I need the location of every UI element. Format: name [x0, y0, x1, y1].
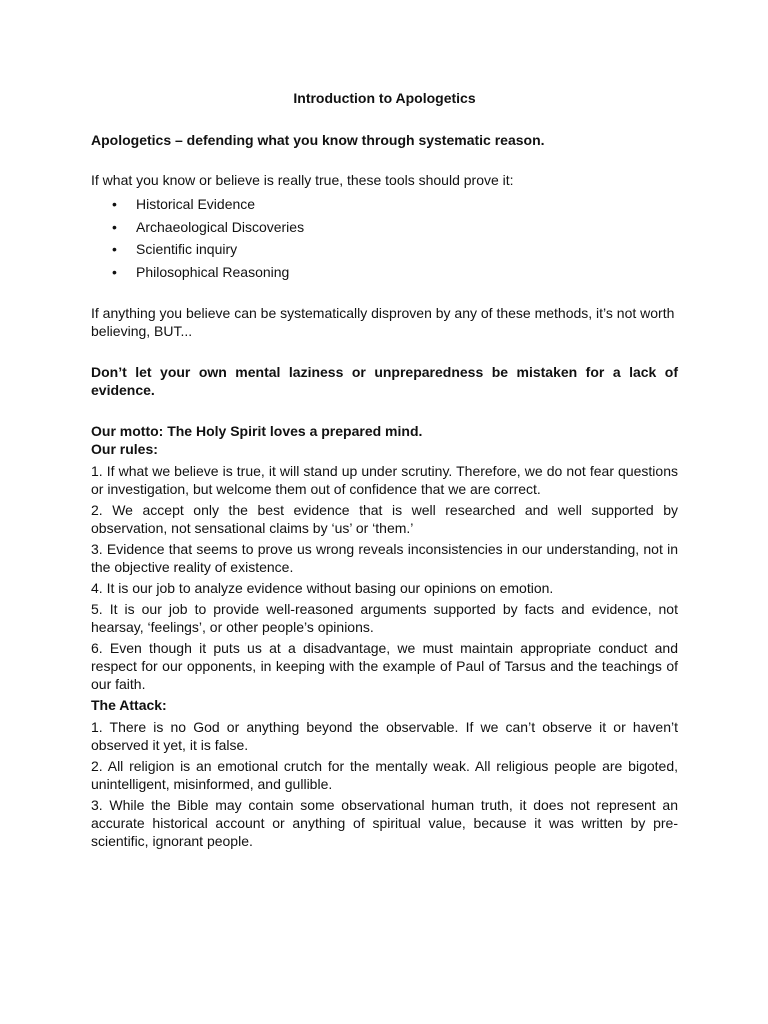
tool-label: Archaeological Discoveries	[136, 218, 305, 235]
document-subtitle: Apologetics – defending what you know through systematic reason.	[91, 132, 545, 148]
rule-item: 3. Evidence that seems to prove us wrong reveals inconsistencies in our understanding, not in the objective reality of existence.	[91, 541, 678, 575]
disproof-paragraph: If anything you believe can be systematically disproven by any of these methods, it’s not worth believing, BUT...	[91, 305, 675, 339]
intro-paragraph: If what you know or believe is really true, these tools should prove it:	[91, 172, 514, 188]
tool-label: Historical Evidence	[136, 196, 256, 212]
attack-item: 3. While the Bible may contain some observational human truth, it does not represent an accurate historical account or anything of spiritual value, because it was written by pre-scientific, ignorant people.	[91, 797, 678, 849]
bullet-icon: •	[112, 196, 117, 212]
list-item	[91, 193, 678, 216]
document-title: Introduction to Apologetics	[293, 90, 476, 106]
tool-label: Scientific inquiry	[136, 241, 238, 257]
motto-paragraph: Our motto: The Holy Spirit loves a prepared mind.	[91, 423, 423, 439]
rule-item: 2. We accept only the best evidence that is well researched and well supported by observation, not sensational claims by ‘us’ or ‘them.’	[91, 502, 678, 536]
list-item	[91, 261, 678, 284]
attack-heading: The Attack:	[91, 697, 167, 713]
bullet-icon: •	[112, 263, 117, 280]
rule-item: 5. It is our job to provide well-reasoned arguments supported by facts and evidence, not hearsay, ‘feelings’, or other people’s opinions.	[91, 601, 678, 635]
document-body	[91, 89, 678, 853]
attack-item: 2. All religion is an emotional crutch for the mentally weak. All religious people are bigoted, unintelligent, misinformed, and gullible.	[91, 758, 678, 792]
rules-heading: Our rules:	[91, 441, 158, 457]
rule-item: 1. If what we believe is true, it will stand up under scrutiny. Therefore, we do not fear questions or investigation, but welcome them out of confidence that we are correct.	[91, 463, 678, 497]
attack-list	[91, 718, 678, 850]
warning-paragraph: Don’t let your own mental laziness or unpreparedness be mistaken for a lack of evidence.	[91, 364, 678, 398]
bullet-icon: •	[112, 218, 117, 235]
tools-list	[91, 193, 678, 283]
list-item	[91, 216, 678, 239]
rule-item: 4. It is our job to analyze evidence without basing our opinions on emotion.	[91, 580, 554, 596]
attack-item: 1. There is no God or anything beyond the observable. If we can’t observe it or haven’t observed it yet, it is false.	[91, 719, 678, 753]
list-item	[91, 238, 678, 261]
rules-list	[91, 462, 678, 693]
tool-label: Philosophical Reasoning	[136, 263, 290, 280]
bullet-icon: •	[112, 241, 117, 257]
rule-item: 6. Even though it puts us at a disadvantage, we must maintain appropriate conduct and respect for our opponents, in keeping with the example of Paul of Tarsus and the teachings of our faith.	[91, 640, 678, 692]
